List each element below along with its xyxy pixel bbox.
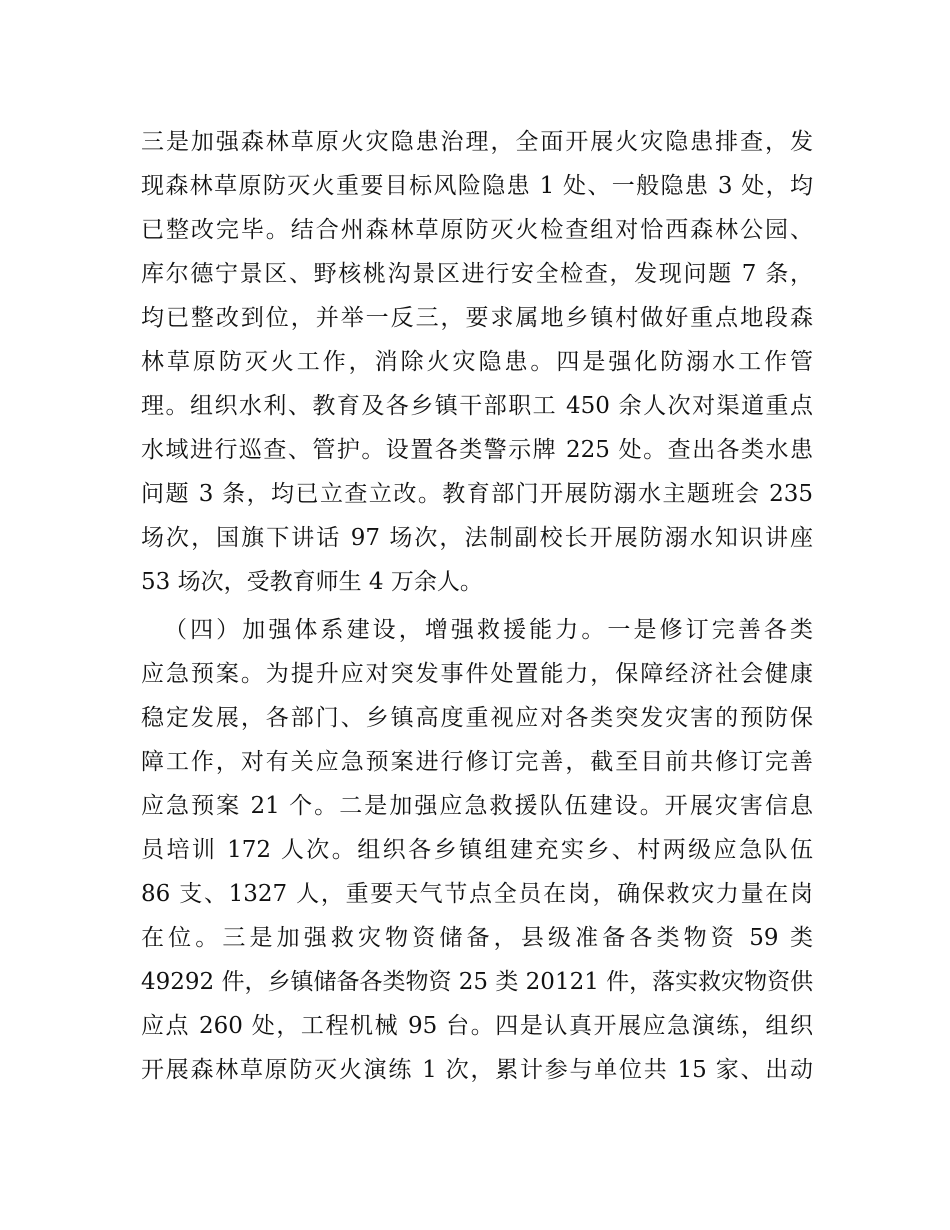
text-line: 水域进行巡查、管护。设置各类警示牌 225 处。查出各类水患 — [141, 437, 813, 463]
text-line: 理。组织水利、教育及各乡镇干部职工 450 余人次对渠道重点 — [141, 393, 813, 419]
text-line: 现森林草原防灭火重要目标风险隐患 1 处、一般隐患 3 处，均 — [141, 173, 813, 199]
text-line: 库尔德宁景区、野核桃沟景区进行安全检查，发现问题 7 条， — [141, 261, 813, 287]
text-line: 稳定发展，各部门、乡镇高度重视应对各类突发灾害的预防保 — [141, 705, 813, 731]
text-line: 49292 件，乡镇储备各类物资 25 类 20121 件，落实救灾物资供 — [141, 969, 814, 995]
text-line: 应急预案。为提升应对突发事件处置能力，保障经济社会健康 — [141, 661, 813, 687]
text-line: 障工作，对有关应急预案进行修订完善，截至目前共修订完善 — [141, 749, 813, 775]
text-line: 林草原防灭火工作，消除火灾隐患。四是强化防溺水工作管 — [141, 349, 813, 375]
text-line: 开展森林草原防灭火演练 1 次，累计参与单位共 15 家、出动 — [141, 1057, 813, 1083]
text-line: 三是加强森林草原火灾隐患治理，全面开展火灾隐患排查，发 — [141, 129, 813, 155]
text-line: （四）加强体系建设，增强救援能力。一是修订完善各类 — [164, 617, 813, 643]
text-line: 应点 260 处，工程机械 95 台。四是认真开展应急演练，组织 — [141, 1013, 813, 1039]
paragraph-system-building — [141, 608, 813, 1092]
text-line: 86 支、1327 人，重要天气节点全员在岗，确保救灾力量在岗 — [141, 881, 813, 907]
text-line: 问题 3 条，均已立查立改。教育部门开展防溺水主题班会 235 — [141, 481, 813, 507]
text-line: 场次，国旗下讲话 97 场次，法制副校长开展防溺水知识讲座 — [141, 525, 813, 551]
paragraph-hazard-control — [141, 120, 813, 604]
text-line: 在位。三是加强救灾物资储备，县级准备各类物资 59 类 — [141, 925, 813, 951]
document-body — [141, 120, 813, 1092]
text-line: 应急预案 21 个。二是加强应急救援队伍建设。开展灾害信息 — [141, 793, 813, 819]
text-line: 均已整改到位，并举一反三，要求属地乡镇村做好重点地段森 — [141, 305, 813, 331]
text-line: 53 场次，受教育师生 4 万余人。 — [141, 569, 483, 595]
text-line: 员培训 172 人次。组织各乡镇组建充实乡、村两级应急队伍 — [141, 837, 813, 863]
text-line: 已整改完毕。结合州森林草原防灭火检查组对恰西森林公园、 — [141, 217, 813, 243]
